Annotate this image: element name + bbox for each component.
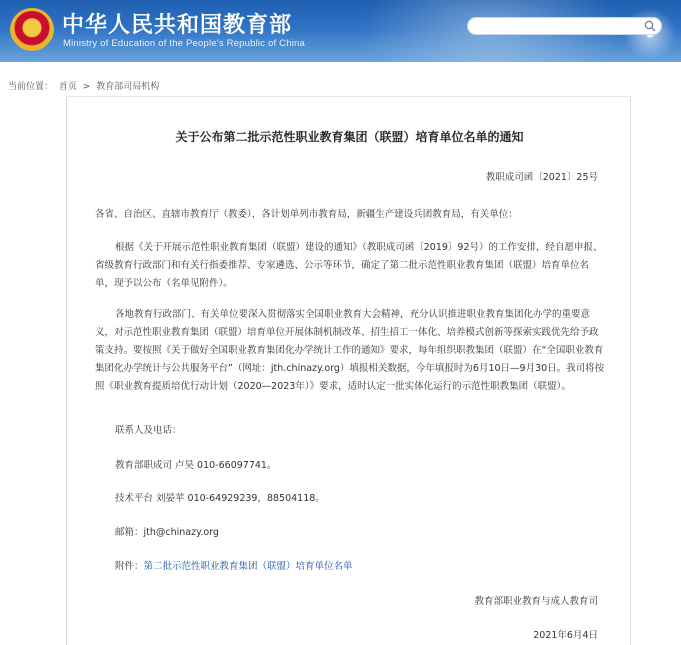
site-title-english: Ministry of Education of the People's Republic of China (63, 38, 305, 49)
contact-line-1: 教育部职成司 卢昊 010-66097741。 (115, 460, 277, 471)
contact-heading: 联系人及电话： (115, 425, 182, 436)
breadcrumb-separator: > (82, 82, 91, 92)
article-panel (66, 96, 631, 645)
breadcrumb-current-link[interactable]: 教育部司局机构 (96, 82, 160, 92)
signature: 教育部职业教育与成人教育司 (474, 596, 598, 607)
breadcrumb (8, 79, 162, 92)
date: 2021年6月4日 (533, 630, 598, 641)
breadcrumb-label: 当前位置： (8, 82, 54, 92)
national-emblem-icon (10, 8, 54, 52)
article-title: 关于公布第二批示范性职业教育集团（联盟）培育单位名单的通知 (175, 130, 524, 144)
contact-email: 邮箱：jth@chinazy.org (115, 527, 219, 538)
document-number: 教职成司函〔2021〕25号 (485, 172, 598, 183)
paragraph-2: 各地教育行政部门、有关单位要深入贯彻落实全国职业教育大会精神，充分认识推进职业教育集团化办学的重要意义，对示范性职业教育集团（联盟）培育单位开展体制机制改革、招生招工一体化、培养模式创新等探索实践优先给予政策支持。要按照《关于做好全国职业教育集团化办学统计工作的通知》要求，每年组织职教集团（联盟）在“全国职业教育集团化办学统计与公共服务平台”（网址：jth.chinazy.org）填报相关数据，今年填报时为6月10日—9月30日。我司将按照《职业教育提质培优行动计划（2020—2023年）》要求，适时认定一批实体化运行的示范性职教集团（联盟）。 (95, 309, 605, 392)
attachment-label: 附件： (115, 561, 144, 572)
contact-line-2: 技术平台 刘晏苹 010-64929239，88504118。 (115, 493, 325, 504)
site-header (0, 0, 681, 62)
search-icon[interactable] (644, 20, 656, 32)
attachment-line (95, 558, 605, 576)
breadcrumb-home-link[interactable]: 首页 (58, 82, 77, 92)
paragraph-1: 根据《关于开展示范性职业教育集团（联盟）建设的通知》（教职成司函〔2019〕92号）的工作安排，经自愿申报、省级教育行政部门和有关行指委推荐、专家遴选、公示等环节，确定了第二批示范性职业教育集团（联盟）培育单位名单，现予以公布（名单见附件）。 (95, 242, 603, 289)
search-input[interactable] (467, 17, 662, 35)
breadcrumb-bar (0, 62, 681, 98)
attachment-link[interactable]: 第二批示范性职业教育集团（联盟）培育单位名单 (143, 561, 353, 572)
salutation: 各省、自治区、直辖市教育厅（教委），各计划单列市教育局，新疆生产建设兵团教育局，有关单位： (95, 209, 518, 220)
site-title[interactable]: 中华人民共和国教育部 (62, 13, 293, 38)
